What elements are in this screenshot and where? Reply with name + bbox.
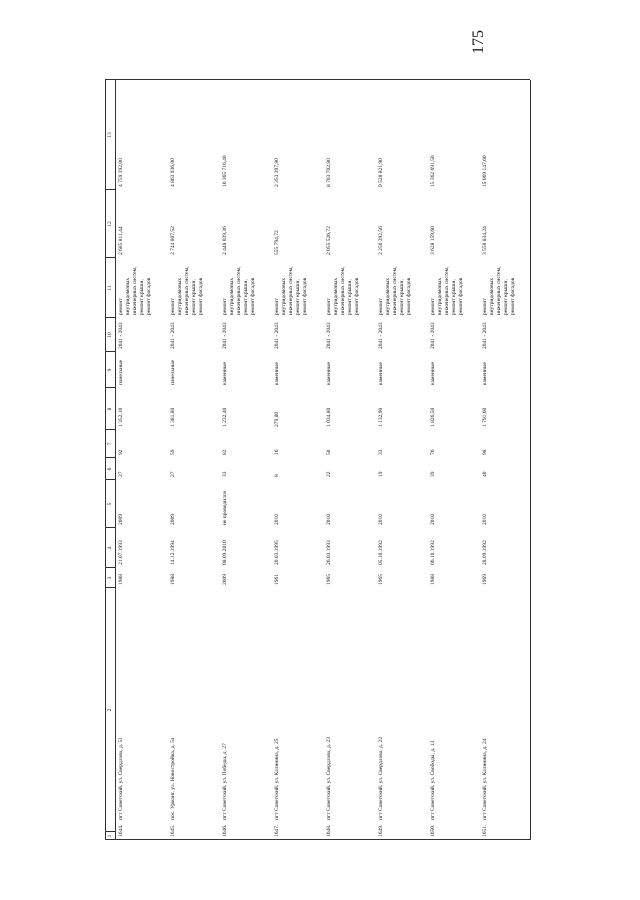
cost-cell: 2 448 039,36 [222, 226, 228, 255]
year-built-cell: 1969 [482, 574, 488, 585]
period-cell: 2041 - 2043 [222, 322, 228, 349]
works-line: ремонт [326, 298, 332, 315]
date-cell: 08.09.2010 [222, 540, 228, 565]
period-cell: 2041 - 2043 [482, 322, 488, 349]
total-cell: 15 069 147,60 [482, 155, 488, 187]
column-header-8: 8 [107, 407, 113, 411]
column-header-7: 7 [107, 442, 113, 446]
works-cell [118, 267, 153, 315]
material-cell: каменные [430, 362, 436, 385]
cost-cell: 2 744 807,52 [170, 226, 176, 255]
date-cell: 06.10.1992 [430, 540, 436, 565]
works-line: инженерных систем, [288, 266, 294, 315]
table-border-bottom [530, 80, 531, 840]
col7-cell: 98 [482, 449, 488, 455]
works-line: ремонт [430, 298, 436, 315]
works-line: внутридомовых [281, 277, 287, 315]
year-built-cell: 1988 [430, 574, 436, 585]
works-line: внутридомовых [177, 277, 183, 315]
works-line: ремонт фасадов [458, 277, 464, 315]
col7-cell: 33 [378, 449, 384, 455]
date-cell: 20.03.1995 [274, 540, 280, 565]
material-cell: каменные [482, 362, 488, 385]
period-cell: 2041 - 2043 [326, 322, 332, 349]
total-cell: 8 703 702,80 [326, 158, 332, 187]
works-line: ремонт [170, 298, 176, 315]
works-line: инженерных систем, [236, 266, 242, 315]
works-line: ремонт крыши, [347, 279, 353, 315]
year-built-cell: 1988 [170, 574, 176, 585]
col6-cell: 27 [118, 471, 124, 477]
material-cell: каменные [222, 362, 228, 385]
works-line: ремонт крыши, [191, 279, 197, 315]
row-number: 1647. [274, 824, 280, 837]
area-cell: 1 352,10 [118, 407, 124, 427]
address-cell: пгт Советский, ул. Победы, д. 27 [222, 743, 228, 820]
col6-cell: 39 [430, 471, 436, 477]
column-header-2: 2 [107, 708, 113, 712]
page-number: 175 [470, 30, 487, 54]
row-number: 1651. [482, 824, 488, 837]
works-line: инженерных систем, [132, 266, 138, 315]
header-divider [115, 80, 116, 840]
works-line: внутридомовых [437, 277, 443, 315]
material-cell: панельные [118, 359, 124, 385]
row-number: 1646. [222, 824, 228, 837]
works-line: ремонт фасадов [354, 277, 360, 315]
col6-cell: 40 [482, 471, 488, 477]
row-number: 1649. [378, 824, 384, 837]
works-line: инженерных систем, [496, 266, 502, 315]
year-built-cell: 1965 [378, 574, 384, 585]
works-line: ремонт [274, 298, 280, 315]
column-divider [105, 839, 530, 840]
date-cell: 21.07.1993 [118, 540, 124, 565]
works-line: ремонт [378, 298, 384, 315]
date-cell: 28.09.1992 [482, 540, 488, 565]
year-repair-cell: 2010 [482, 514, 488, 525]
material-cell: панельные [170, 359, 176, 385]
works-line: ремонт фасадов [302, 277, 308, 315]
cost-cell: 2 055 526,72 [326, 226, 332, 255]
column-header-10: 10 [107, 332, 113, 338]
cost-cell: 2 250 392,56 [378, 226, 384, 255]
column-header-1: 1 [107, 834, 113, 838]
material-cell: каменные [378, 362, 384, 385]
col7-cell: 59 [170, 449, 176, 455]
works-line: инженерных систем, [340, 266, 346, 315]
column-divider [105, 79, 530, 80]
year-repair-cell: 2010 [430, 514, 436, 525]
cost-cell: 2 685 811,44 [118, 226, 124, 255]
column-header-9: 9 [107, 368, 113, 372]
column-header-13: 13 [107, 132, 113, 138]
year-built-cell: 1961 [274, 574, 280, 585]
col7-cell: 16 [274, 449, 280, 455]
area-cell: 1 381,80 [170, 407, 176, 427]
address-cell: пос. Урманг, ул. Новостройка, д. 5а [170, 737, 176, 820]
year-repair-cell: 2009 [118, 514, 124, 525]
works-line: ремонт крыши, [451, 279, 457, 315]
column-header-12: 12 [107, 221, 113, 227]
works-cell [222, 267, 257, 315]
col6-cell: 27 [170, 471, 176, 477]
total-cell: 15 362 691,50 [430, 155, 436, 187]
row-number: 1648. [326, 824, 332, 837]
col6-cell: 19 [378, 471, 384, 477]
year-built-cell: 1965 [326, 574, 332, 585]
cost-cell: 555 794,72 [274, 230, 280, 255]
works-line: ремонт [482, 298, 488, 315]
works-line: ремонт фасадов [198, 277, 204, 315]
year-built-cell: 1988 [118, 574, 124, 585]
address-cell: пгт Советский, ул. Свердлова, д. 51 [118, 736, 124, 820]
works-line: ремонт крыши, [399, 279, 405, 315]
works-cell [274, 267, 309, 315]
row-number: 1644. [118, 824, 124, 837]
row-number: 1645. [170, 824, 176, 837]
cost-cell: 3 558 834,24 [482, 226, 488, 255]
address-cell: пгт Советский, ул. Свердлова, д. 23 [326, 736, 332, 820]
works-cell [482, 267, 517, 315]
works-line: ремонт фасадов [146, 277, 152, 315]
total-cell: 2 353 397,80 [274, 158, 280, 187]
works-line: ремонт крыши, [139, 279, 145, 315]
works-line: ремонт фасадов [250, 277, 256, 315]
col6-cell: 33 [222, 471, 228, 477]
works-line: ремонт крыши, [295, 279, 301, 315]
total-cell: 9 528 821,90 [378, 158, 384, 187]
period-cell: 2041 - 2043 [170, 322, 176, 349]
works-line: внутридомовых [489, 277, 495, 315]
year-repair-cell: 2010 [274, 514, 280, 525]
address-cell: пгт Советский, ул. Свердлова, д. 22 [378, 736, 384, 820]
period-cell: 2041 - 2043 [118, 322, 124, 349]
period-cell: 2041 - 2043 [430, 322, 436, 349]
works-line: внутридомовых [229, 277, 235, 315]
row-number: 1650. [430, 824, 436, 837]
col7-cell: 82 [222, 449, 228, 455]
col7-cell: 92 [118, 449, 124, 455]
works-line: инженерных систем, [184, 266, 190, 315]
works-cell [378, 267, 413, 315]
area-cell: 1 232,40 [222, 407, 228, 427]
total-cell: 4 863 936,00 [170, 158, 176, 187]
address-cell: пгт Советский, ул. Калинина, д. 24 [482, 738, 488, 820]
works-line: ремонт [222, 298, 228, 315]
works-line: инженерных систем, [392, 266, 398, 315]
year-repair-cell: не проводился [222, 491, 228, 525]
works-line: внутридомовых [333, 277, 339, 315]
column-header-6: 6 [107, 467, 113, 471]
works-line: ремонт крыши, [243, 279, 249, 315]
area-cell: 279,80 [274, 411, 280, 427]
housing-repair-table [105, 80, 530, 840]
works-cell [170, 267, 205, 315]
period-cell: 2041 - 2043 [274, 322, 280, 349]
date-cell: 26.03.1993 [326, 540, 332, 565]
col7-cell: 50 [326, 449, 332, 455]
col7-cell: 76 [430, 449, 436, 455]
area-cell: 1 132,90 [378, 407, 384, 427]
total-cell: 10 365 716,40 [222, 155, 228, 187]
works-line: внутридомовых [125, 277, 131, 315]
col6-cell: 8 [274, 474, 280, 477]
date-cell: 05.10.1992 [378, 540, 384, 565]
column-header-11: 11 [107, 285, 113, 291]
works-line: ремонт крыши, [503, 279, 509, 315]
material-cell: каменные [326, 362, 332, 385]
year-repair-cell: 2010 [378, 514, 384, 525]
column-header-3: 3 [107, 576, 113, 580]
column-header-5: 5 [107, 502, 113, 506]
cost-cell: 3 628 159,60 [430, 226, 436, 255]
area-cell: 1 791,60 [482, 407, 488, 427]
material-cell: каменные [274, 362, 280, 385]
area-cell: 1 034,80 [326, 407, 332, 427]
total-cell: 4 759 392,00 [118, 158, 124, 187]
area-cell: 1 826,50 [430, 407, 436, 427]
address-cell: пгт Советский, ул. Калинина, д. 25 [274, 738, 280, 820]
year-repair-cell: 2010 [326, 514, 332, 525]
col6-cell: 22 [326, 471, 332, 477]
year-repair-cell: 2009 [170, 514, 176, 525]
works-line: ремонт фасадов [510, 277, 516, 315]
address-cell: пгт Советский, ул. Свободы, д. 13 [430, 740, 436, 820]
works-line: ремонт [118, 298, 124, 315]
period-cell: 2041 - 2043 [378, 322, 384, 349]
date-cell: 14.12.1994 [170, 540, 176, 565]
works-line: ремонт фасадов [406, 277, 412, 315]
works-line: инженерных систем, [444, 266, 450, 315]
column-header-4: 4 [107, 546, 113, 550]
works-cell [326, 267, 361, 315]
works-line: внутридомовых [385, 277, 391, 315]
year-built-cell: 2009 [222, 574, 228, 585]
works-cell [430, 267, 465, 315]
